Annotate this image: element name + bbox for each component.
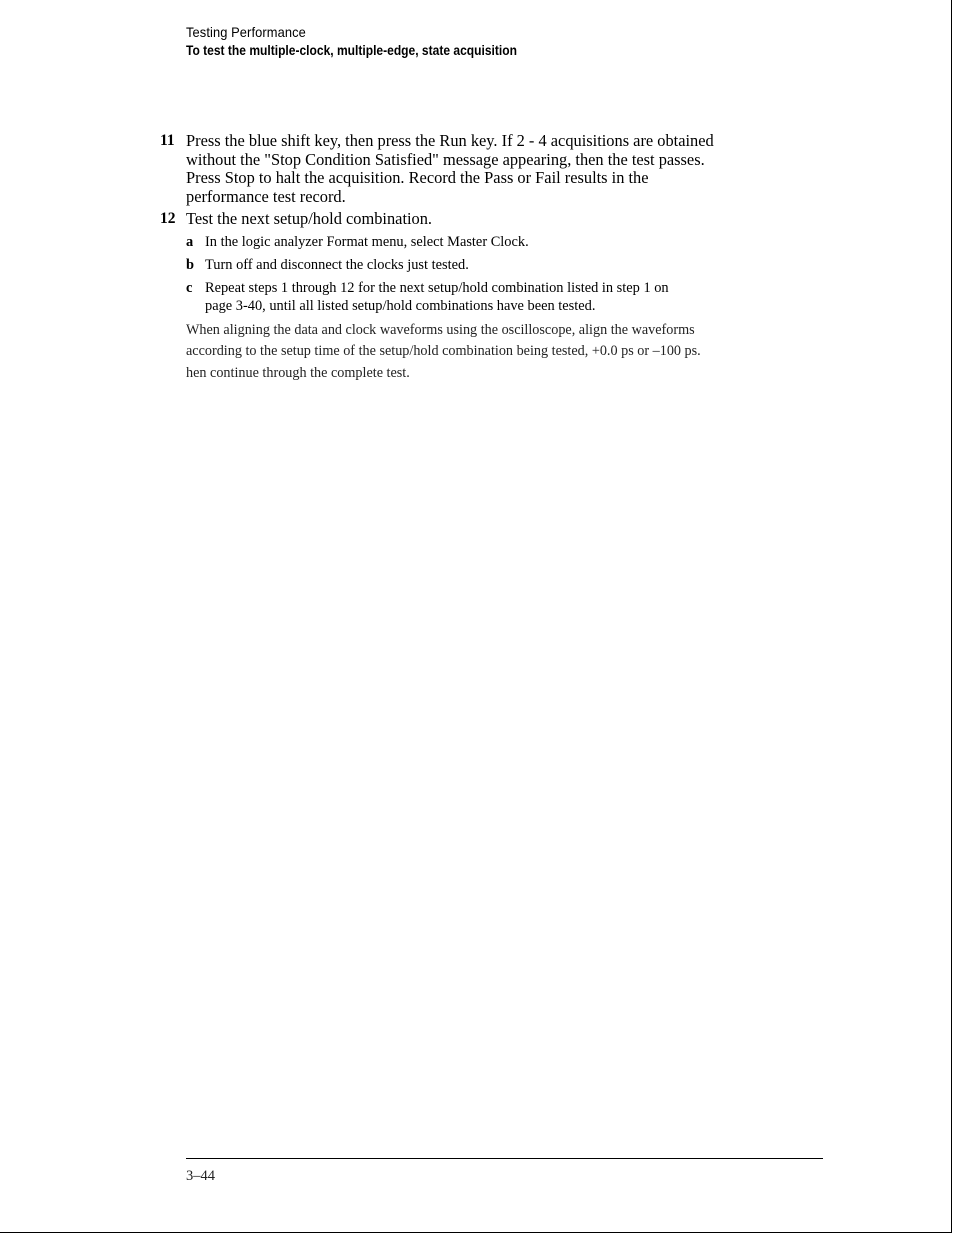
step-text-line: performance test record. xyxy=(186,186,346,206)
page-border-bottom xyxy=(0,1232,952,1233)
step-text-line: Press Stop to halt the acquisition. Record the Pass or Fail results in the xyxy=(186,168,649,187)
header-subsection-title: To test the multiple-clock, multiple-edge, state acquisition xyxy=(186,42,517,58)
page-border-right xyxy=(951,0,952,1233)
step-text-line: without the "Stop Condition Satisfied" message appearing, then the test passes. xyxy=(186,149,705,169)
substep-b xyxy=(186,256,800,274)
substep-text-line: In the logic analyzer Format menu, select Master Clock. xyxy=(205,233,529,250)
substep-text-line: Repeat steps 1 through 12 for the next setup/hold combination listed in step 1 on xyxy=(205,279,669,296)
step-text-line: Press the blue shift key, then press the Run key. If 2 - 4 acquisitions are obtained xyxy=(186,131,714,150)
footer-divider xyxy=(186,1158,823,1159)
note-text-line: hen continue through the complete test. xyxy=(186,364,410,381)
substep-list xyxy=(160,233,800,315)
substep-a xyxy=(186,233,800,251)
substep-letter: b xyxy=(186,256,195,273)
substep-text-line: Turn off and disconnect the clocks just tested. xyxy=(205,256,469,273)
page-number: 3–44 xyxy=(186,1168,215,1184)
step-12 xyxy=(160,210,800,229)
note-text-line: according to the setup time of the setup/hold combination being tested, +0.0 ps or –100 ps. xyxy=(186,343,701,359)
substep-letter: a xyxy=(186,233,194,250)
alignment-note xyxy=(160,320,800,385)
step-number: 11 xyxy=(160,132,175,149)
running-header xyxy=(186,24,571,60)
note-text-line: When aligning the data and clock waveforms using the oscilloscope, align the waveforms xyxy=(186,321,695,338)
step-11 xyxy=(160,132,800,206)
step-text-line: Test the next setup/hold combination. xyxy=(186,209,433,228)
header-section-title: Testing Performance xyxy=(186,24,306,40)
procedure-body xyxy=(160,132,800,384)
substep-text-line: page 3-40, until all listed setup/hold combinations have been tested. xyxy=(205,297,596,314)
substep-c xyxy=(186,279,800,315)
substep-letter: c xyxy=(186,279,193,296)
step-number: 12 xyxy=(160,210,176,227)
